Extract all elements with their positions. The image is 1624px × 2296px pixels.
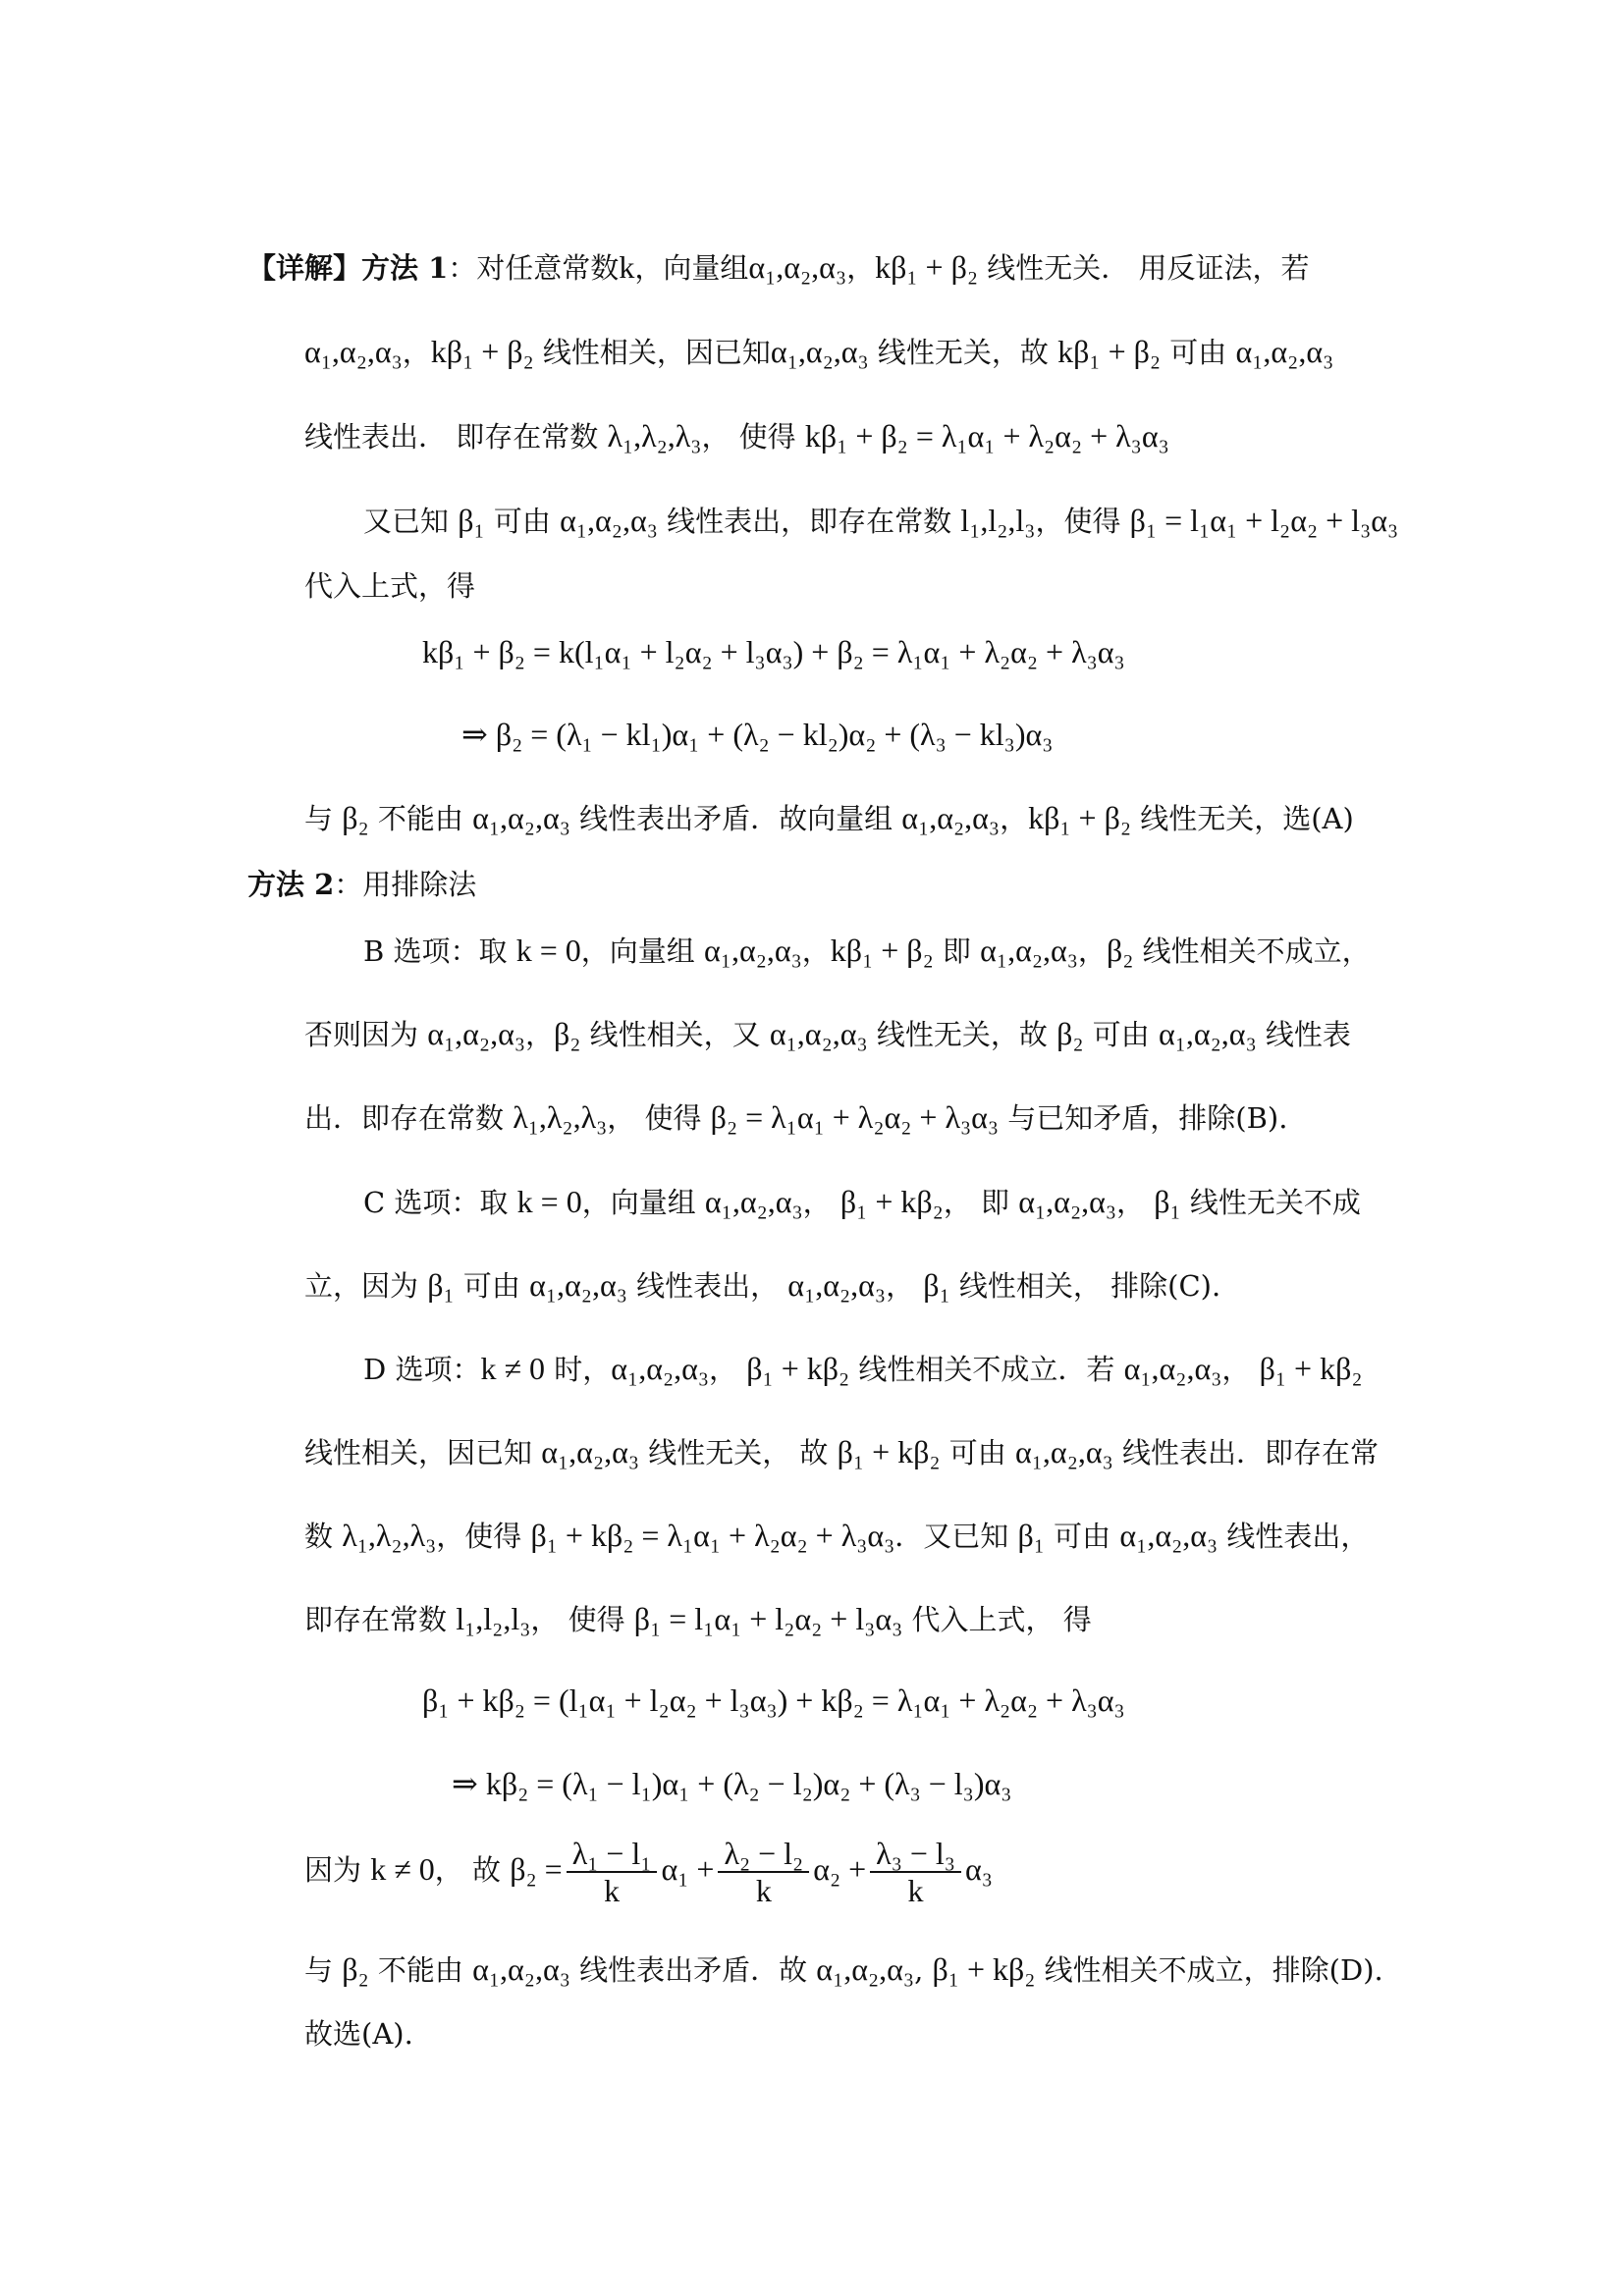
text-segment: ，使得 [436, 1520, 531, 1553]
math-expression: α₁,α₂,α₃ [704, 1184, 803, 1219]
line-final-answer [304, 2014, 413, 2054]
math-expression: β₁ [1017, 1518, 1045, 1553]
equation-1 [422, 632, 1125, 672]
math-expression: β₂ [342, 800, 369, 835]
text-segment: ．又已知 [894, 1520, 1018, 1553]
text-segment: 可由 [1161, 336, 1236, 369]
math-expression: β₂ [342, 1951, 369, 1987]
line-option-d-2 [304, 1432, 1379, 1472]
math-expression: α₁ + [661, 1851, 715, 1887]
text-segment: ， 使得 [701, 420, 805, 454]
fraction-denominator: k [755, 1873, 772, 1908]
math-expression: β₁ [427, 1267, 455, 1303]
math-expression: α₁,α₂,α₃ [1018, 1184, 1117, 1219]
text-segment: D 选项： [363, 1353, 481, 1386]
text-segment: 与 [304, 1953, 343, 1987]
fraction [567, 1836, 658, 1908]
math-expression: α₁,α₂,α₃ [427, 1016, 525, 1051]
text-segment: 线性无关，故 [867, 1018, 1057, 1051]
math-expression: β₁ [1154, 1184, 1181, 1219]
equation-3 [422, 1681, 1125, 1721]
text-segment: 可由 [484, 505, 561, 538]
math-expression: α₁,α₂,α₃ [748, 249, 847, 285]
math-expression: kβ₁ + β₂ [830, 933, 934, 968]
math-expression: α₁,α₂,α₃ [1123, 1351, 1222, 1386]
text-segment: 线性表出矛盾．故向量组 [569, 802, 902, 835]
bold-label: 方法 1 [361, 251, 449, 285]
text-segment: 线性无关，选(A) [1131, 802, 1354, 835]
math-expression: α₁,α₂,α₃ [472, 1951, 570, 1987]
math-expression: α₁,α₂,α₃ [980, 933, 1078, 968]
text-segment: 线性相关， 排除(C). [949, 1269, 1221, 1303]
fraction-numerator: λ₂ − l₂ [718, 1836, 809, 1873]
text-segment: 线性表出， [1218, 1520, 1370, 1553]
text-segment: 数 [304, 1520, 343, 1553]
math-expression: k ≠ 0 [370, 1851, 435, 1887]
text-segment: ，向量组 [581, 1186, 705, 1219]
equation-2 [461, 715, 1053, 755]
text-segment: 不能由 [368, 802, 473, 835]
line-since-k-nonzero [304, 1836, 993, 1908]
math-expression: β₂ [554, 1016, 581, 1051]
math-expression: α₁,α₂,α₃ [541, 1434, 639, 1469]
math-expression: β₁ [458, 503, 485, 538]
text-segment: ， [801, 934, 831, 968]
text-segment: ， [402, 336, 431, 369]
text-segment: ， [1000, 802, 1029, 835]
math-expression: k [619, 249, 635, 285]
text-segment: ：对任意常数 [448, 251, 620, 285]
line-option-d-3 [304, 1516, 1369, 1556]
text-segment: ， 使得 [530, 1603, 634, 1636]
math-expression: α₁,α₂,α₃ [770, 334, 869, 369]
math-expression: α₂ + [813, 1851, 867, 1887]
math-expression: α₁,α₂,α₃ [560, 503, 658, 538]
math-expression: ⇒ β₂ = (λ₁ − kl₁)α₁ + (λ₂ − kl₂)α₂ + (λ₃ − kl₃)α₃ [461, 717, 1054, 752]
text-segment: 线性相关不成立，排除(D). [1035, 1953, 1383, 1987]
text-segment: 代入上式， 得 [902, 1603, 1092, 1636]
equation-4 [452, 1764, 1011, 1804]
line-option-c-1 [363, 1182, 1361, 1222]
text-segment: 因为 [304, 1853, 371, 1887]
math-expression: α₁,α₂,α₃ [1235, 334, 1334, 369]
math-expression: k = 0 [516, 1184, 582, 1219]
math-expression: λ₁,λ₂,λ₃ [513, 1099, 608, 1135]
fraction [718, 1836, 809, 1908]
line-option-b-3 [304, 1097, 1287, 1138]
line-contradiction-assume [304, 332, 1333, 372]
text-segment: ， [886, 1269, 924, 1303]
text-segment: 线性相关不成立．若 [849, 1353, 1124, 1386]
line-method1-intro [247, 247, 1309, 288]
text-segment: 线性无关． 用反证法，若 [978, 251, 1310, 285]
line-option-b-1 [363, 931, 1371, 971]
text-segment: ， [1116, 1186, 1155, 1219]
text-segment: 线性无关不成 [1180, 1186, 1361, 1219]
math-expression: β₁ = l₁α₁ + l₂α₂ + l₃α₃ [1129, 503, 1399, 538]
math-expression: λ₁,λ₂,λ₃ [607, 418, 702, 454]
fraction-denominator: k [907, 1873, 924, 1908]
line-option-d-4 [304, 1599, 1092, 1639]
text-segment: ， 故 [434, 1853, 511, 1887]
text-segment: 否则因为 [304, 1018, 428, 1051]
math-expression: λ₁,λ₂,λ₃ [342, 1518, 437, 1553]
text-segment: 线性相关，又 [580, 1018, 770, 1051]
line-option-b-2 [304, 1014, 1351, 1054]
line-option-d-conclusion [304, 1949, 1383, 1990]
fraction [870, 1836, 961, 1908]
text-segment: 线性无关，故 [868, 336, 1058, 369]
text-segment: ，向量组 [634, 251, 749, 285]
math-expression: α₃ [964, 1851, 993, 1887]
math-expression: β₁ + kβ₂ = λ₁α₁ + λ₂α₂ + λ₃α₃ [530, 1518, 895, 1553]
text-segment: 可由 [1083, 1018, 1159, 1051]
text-segment: 代入上式，得 [304, 569, 476, 603]
math-expression: α₁,α₂,α₃ [816, 1951, 915, 1987]
math-expression: β₁ [923, 1267, 950, 1303]
math-expression: l₁,l₂,l₃ [960, 503, 1036, 538]
math-expression: β₁ + kβ₂ [1259, 1351, 1363, 1386]
text-segment: ， 使得 [607, 1101, 711, 1135]
text-segment: 时， [545, 1353, 612, 1386]
math-expression: α₁,α₂,α₃ [704, 933, 802, 968]
text-segment: 线性相关，因已知 [533, 336, 771, 369]
math-expression: β₁ + kβ₂ [932, 1951, 1036, 1987]
math-expression: kβ₁ + β₂ [875, 249, 979, 285]
text-segment: 可由 [1044, 1520, 1120, 1553]
text-segment: C 选项：取 [363, 1186, 517, 1219]
text-segment: ， [846, 251, 876, 285]
text-segment: 又已知 [363, 505, 459, 538]
fraction-numerator: λ₃ − l₃ [870, 1836, 961, 1873]
math-expression: kβ₁ + β₂ = λ₁α₁ + λ₂α₂ + λ₃α₃ [804, 418, 1169, 454]
line-method2-heading [247, 865, 476, 904]
math-expression: β₁ + kβ₂ = (l₁α₁ + l₂α₂ + l₃α₃) + kβ₂ = λ₁α₁ + λ₂α₂ + λ₃α₃ [422, 1682, 1125, 1718]
text-segment: ， [802, 1186, 840, 1219]
text-segment: 线性表 [1256, 1018, 1351, 1051]
text-segment: ，向量组 [580, 934, 705, 968]
math-expression: α₁,α₂,α₃ [304, 334, 403, 369]
math-expression: β₂ [1106, 933, 1134, 968]
text-segment: ， [1221, 1353, 1260, 1386]
line-option-d-1 [363, 1349, 1363, 1389]
text-segment: 即存在常数 [304, 1603, 457, 1636]
text-segment: 立，因为 [304, 1269, 428, 1303]
fraction-denominator: k [604, 1873, 621, 1908]
math-expression: k ≠ 0 [480, 1351, 546, 1386]
math-expression: α₁,α₂,α₃ [1119, 1518, 1218, 1553]
text-segment: , [914, 1953, 933, 1987]
text-segment: 线性表出矛盾．故 [569, 1953, 817, 1987]
line-beta1-express [363, 501, 1398, 541]
math-expression: β₁ + kβ₂ [839, 1184, 944, 1219]
math-expression: kβ₁ + β₂ [1057, 334, 1162, 369]
text-segment: 线性表出， [626, 1269, 788, 1303]
text-segment: 出．即存在常数 [304, 1101, 514, 1135]
line-exists-lambda [304, 416, 1169, 456]
text-segment: 可由 [940, 1436, 1015, 1469]
bold-label: 方法 2 [247, 868, 335, 901]
text-segment: 线性表出． 即存在常数 [304, 420, 608, 454]
math-expression: kβ₁ + β₂ [1028, 800, 1131, 835]
text-segment: 线性相关，因已知 [304, 1436, 542, 1469]
bold-label: 【详解】 [247, 251, 362, 285]
math-expression: β₂ = [510, 1851, 563, 1887]
text-segment: 可由 [454, 1269, 530, 1303]
text-segment: 线性表出．即存在常 [1112, 1436, 1379, 1469]
math-expression: α₁,α₂,α₃ [769, 1016, 868, 1051]
text-segment: 与已知矛盾，排除(B). [999, 1101, 1288, 1135]
math-expression: kβ₁ + β₂ = k(l₁α₁ + l₂α₂ + l₃α₃) + β₂ = λ₁α₁ + λ₂α₂ + λ₃α₃ [422, 634, 1125, 669]
line-substitute [304, 566, 475, 606]
math-expression: ⇒ kβ₂ = (λ₁ − l₁)α₁ + (λ₂ − l₂)α₂ + (λ₃ − l₃)α₃ [452, 1766, 1012, 1801]
fraction-numerator: λ₁ − l₁ [567, 1836, 658, 1873]
math-expression: α₁,α₂,α₃ [901, 800, 1001, 835]
math-expression: kβ₁ + β₂ [430, 334, 534, 369]
math-expression: α₁,α₂,α₃ [1015, 1434, 1113, 1469]
line-method1-conclusion [304, 798, 1354, 838]
text-segment: ， [709, 1353, 747, 1386]
math-expression: α₁,α₂,α₃ [1158, 1016, 1257, 1051]
text-segment: 线性相关不成立， [1133, 934, 1371, 968]
math-expression: α₁,α₂,α₃ [611, 1351, 710, 1386]
text-segment: ，使得 [1035, 505, 1130, 538]
text-segment: ：用排除法 [334, 868, 477, 901]
math-expression: α₁,α₂,α₃ [529, 1267, 627, 1303]
text-segment: 线性表出，即存在常数 [657, 505, 961, 538]
math-expression: α₁,α₂,α₃ [472, 800, 570, 835]
math-expression: k = 0 [515, 933, 581, 968]
math-expression: β₁ + kβ₂ [746, 1351, 850, 1386]
text-segment: ， [524, 1018, 554, 1051]
math-expression: β₂ [1056, 1016, 1084, 1051]
text-segment: B 选项：取 [363, 934, 516, 968]
line-option-c-2 [304, 1265, 1220, 1306]
math-expression: α₁,α₂,α₃ [787, 1267, 887, 1303]
text-segment: 故选(A). [304, 2017, 413, 2051]
text-segment: ， 即 [943, 1186, 1019, 1219]
text-segment: 线性无关， 故 [638, 1436, 838, 1469]
text-segment: 即 [933, 934, 981, 968]
math-expression: β₂ = λ₁α₁ + λ₂α₂ + λ₃α₃ [710, 1099, 1000, 1135]
math-expression: l₁,l₂,l₃ [456, 1601, 531, 1636]
text-segment: ， [1077, 934, 1107, 968]
math-expression: β₁ = l₁α₁ + l₂α₂ + l₃α₃ [633, 1601, 903, 1636]
text-segment: 与 [304, 802, 343, 835]
math-expression: β₁ + kβ₂ [837, 1434, 941, 1469]
text-segment: 不能由 [368, 1953, 473, 1987]
